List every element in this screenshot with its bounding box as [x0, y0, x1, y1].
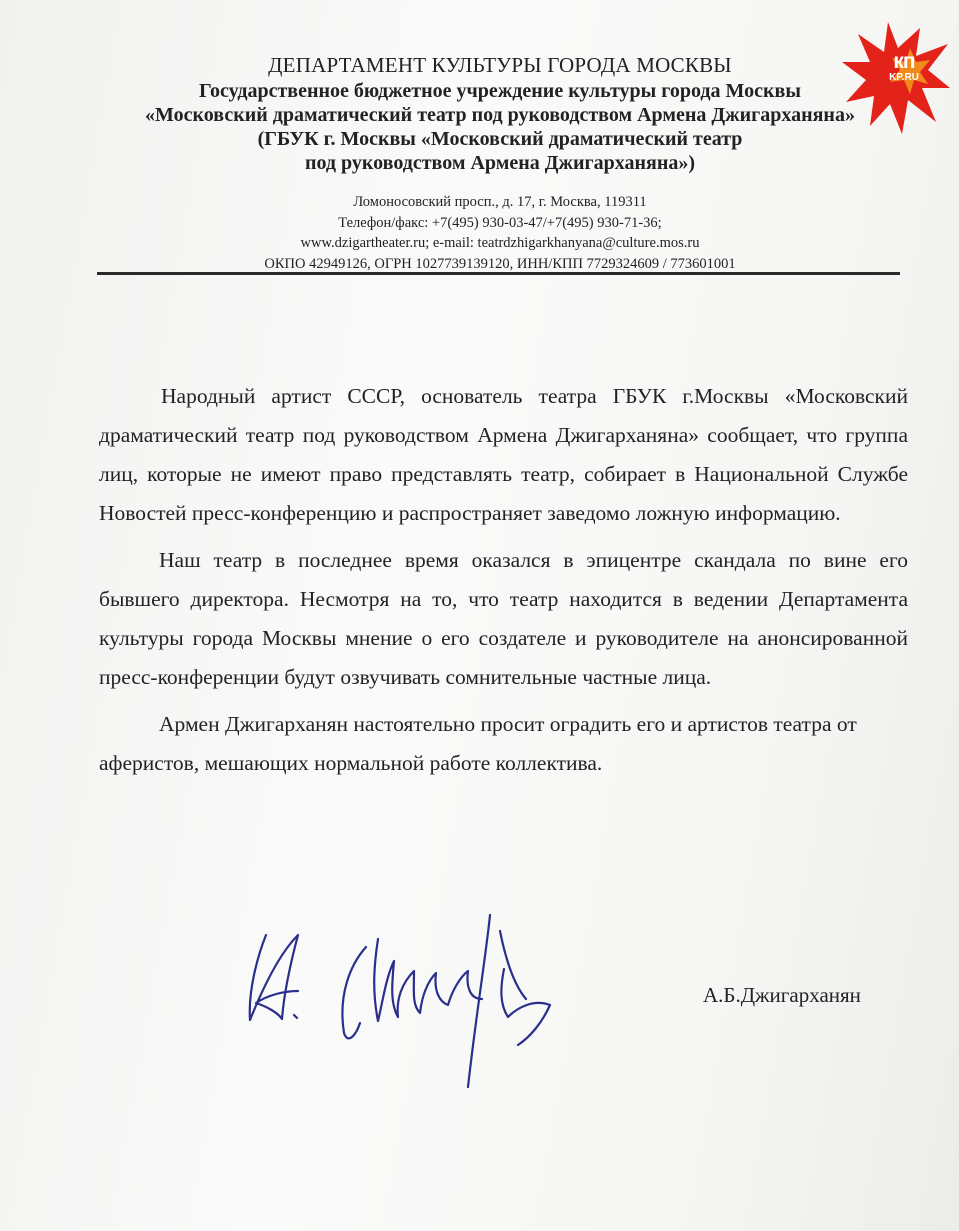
letter-body [99, 377, 908, 791]
paragraph: Народный артист СССР, основатель театра ГБУК г.Москвы «Московский драматический театр под руководством Армена Джигарханяна» сообщает, что группа лиц, которые не имеют право представлять театр, собирает в Национальной Службе Новостей пресс-конференцию и распространяет заведомо ложную информацию. [99, 384, 908, 525]
contacts-block [95, 192, 905, 274]
signatory-name: А.Б.Джигарханян [703, 983, 861, 1007]
org-line: под руководством Армена Джигарханяна») [304, 152, 696, 174]
header-divider [97, 272, 900, 275]
handwritten-signature [238, 895, 568, 1095]
paragraph: Армен Джигарханян настоятельно просит оградить его и артистов театра от аферистов, мешающих нормальной работе коллектива. [99, 712, 857, 775]
kp-logo-site: KP.RU [889, 72, 919, 83]
address: Ломоносовский просп., д. 17, г. Москва, 119311 [353, 194, 647, 210]
department-title: ДЕПАРТАМЕНТ КУЛЬТУРЫ ГОРОДА МОСКВЫ [268, 53, 732, 77]
org-line: (ГБУК г. Москвы «Московский драматический театр [257, 128, 743, 150]
letterhead [95, 52, 905, 274]
phone-fax: Телефон/факс: +7(495) 930-03-47/+7(495) 930-71-36; [338, 214, 662, 231]
org-line: «Московский драматический театр под руководством Армена Джигарханяна» [145, 104, 855, 126]
registration-codes: ОКПО 42949126, ОГРН 1027739139120, ИНН/КПП 7729324609 / 773601001 [264, 255, 736, 272]
kp-logo-letters: кп [893, 50, 915, 73]
paragraph: Наш театр в последнее время оказался в эпицентре скандала по вине его бывшего директора. Несмотря на то, что театр находится в ведении Департамента культуры города Москвы мнение о его создателе и руководителе на анонсированной пресс-конференции будут озвучивать сомнительные частные лица. [99, 548, 908, 689]
web-email: www.dzigartheater.ru; e-mail: teatrdzhigarkhanyana@culture.mos.ru [300, 235, 700, 251]
org-line: Государственное бюджетное учреждение культуры города Москвы [199, 80, 801, 102]
